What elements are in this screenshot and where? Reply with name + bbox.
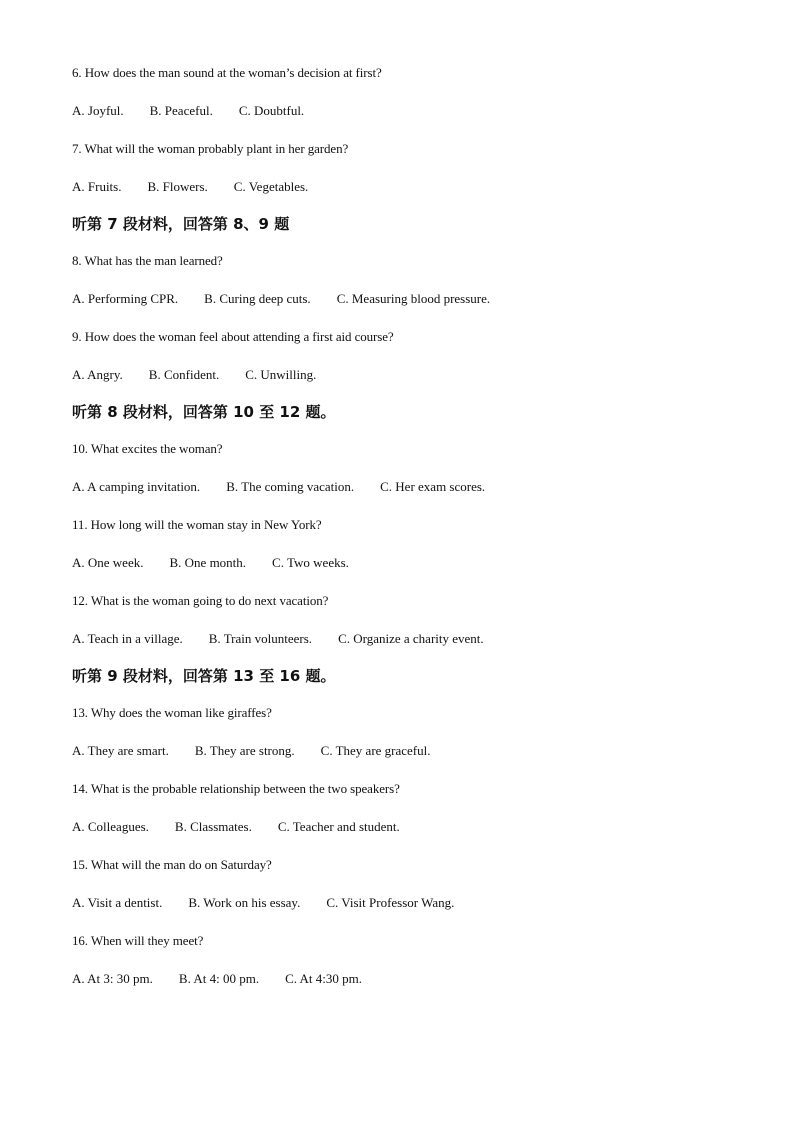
section-heading-8: 听第 8 段材料，回答第 10 至 12 题。: [72, 403, 336, 421]
option-a: A. Joyful.: [72, 103, 124, 118]
question-6: 6. How does the man sound at the woman’s decision at first?: [72, 65, 382, 80]
option-b: B. Classmates.: [174, 819, 252, 834]
question-8: 8. What has the man learned?: [72, 253, 223, 268]
question-10: 10. What excites the woman?: [72, 441, 223, 456]
option-b: B. Peaceful.: [149, 103, 213, 118]
option-c: C. At 4:30 pm.: [285, 971, 363, 986]
option-c: C. Vegetables.: [233, 179, 309, 194]
options-7: [72, 178, 752, 216]
option-a: A. Angry.: [72, 367, 123, 382]
option-b: B. At 4: 00 pm.: [178, 971, 260, 986]
option-c: C. Her exam scores.: [380, 479, 486, 494]
option-c: C. They are graceful.: [320, 743, 431, 758]
options-9: [72, 366, 752, 404]
question-9: 9. How does the woman feel about attending a first aid course?: [72, 329, 394, 344]
question-7: 7. What will the woman probably plant in her garden?: [72, 141, 349, 156]
option-c: C. Two weeks.: [272, 555, 349, 570]
option-c: C. Doubtful.: [238, 103, 305, 118]
option-a: A. Performing CPR.: [72, 291, 179, 306]
option-a: A. Colleagues.: [72, 819, 149, 834]
option-b: B. Flowers.: [147, 179, 208, 194]
options-13: [72, 742, 752, 780]
options-10: [72, 478, 752, 516]
option-a: A. At 3: 30 pm.: [72, 971, 153, 986]
option-a: A. A camping invitation.: [72, 479, 201, 494]
option-c: C. Visit Professor Wang.: [326, 895, 455, 910]
exam-page: [72, 64, 752, 1008]
options-6: [72, 102, 752, 140]
option-b: B. One month.: [169, 555, 247, 570]
options-14: [72, 818, 752, 856]
options-16: [72, 970, 752, 1008]
option-c: C. Unwilling.: [245, 367, 317, 382]
question-13: 13. Why does the woman like giraffes?: [72, 705, 272, 720]
question-11: 11. How long will the woman stay in New York?: [72, 517, 322, 532]
section-heading-7: 听第 7 段材料，回答第 8、9 题: [72, 215, 290, 233]
option-c: C. Measuring blood pressure.: [336, 291, 491, 306]
option-a: A. Visit a dentist.: [72, 895, 163, 910]
question-15: 15. What will the man do on Saturday?: [72, 857, 272, 872]
options-11: [72, 554, 752, 592]
option-b: B. Confident.: [148, 367, 220, 382]
option-c: C. Organize a charity event.: [338, 631, 484, 646]
options-8: [72, 290, 752, 328]
section-heading-9: 听第 9 段材料，回答第 13 至 16 题。: [72, 667, 336, 685]
question-14: 14. What is the probable relationship between the two speakers?: [72, 781, 400, 796]
question-12: 12. What is the woman going to do next vacation?: [72, 593, 329, 608]
option-b: B. They are strong.: [194, 743, 295, 758]
option-b: B. Train volunteers.: [208, 631, 313, 646]
question-16: 16. When will they meet?: [72, 933, 204, 948]
option-a: A. Fruits.: [72, 179, 122, 194]
options-15: [72, 894, 752, 932]
option-a: A. They are smart.: [72, 743, 169, 758]
options-12: [72, 630, 752, 668]
option-a: A. Teach in a village.: [72, 631, 183, 646]
option-b: B. Curing deep cuts.: [204, 291, 311, 306]
option-b: B. The coming vacation.: [226, 479, 355, 494]
option-a: A. One week.: [72, 555, 144, 570]
option-c: C. Teacher and student.: [277, 819, 400, 834]
option-b: B. Work on his essay.: [188, 895, 301, 910]
